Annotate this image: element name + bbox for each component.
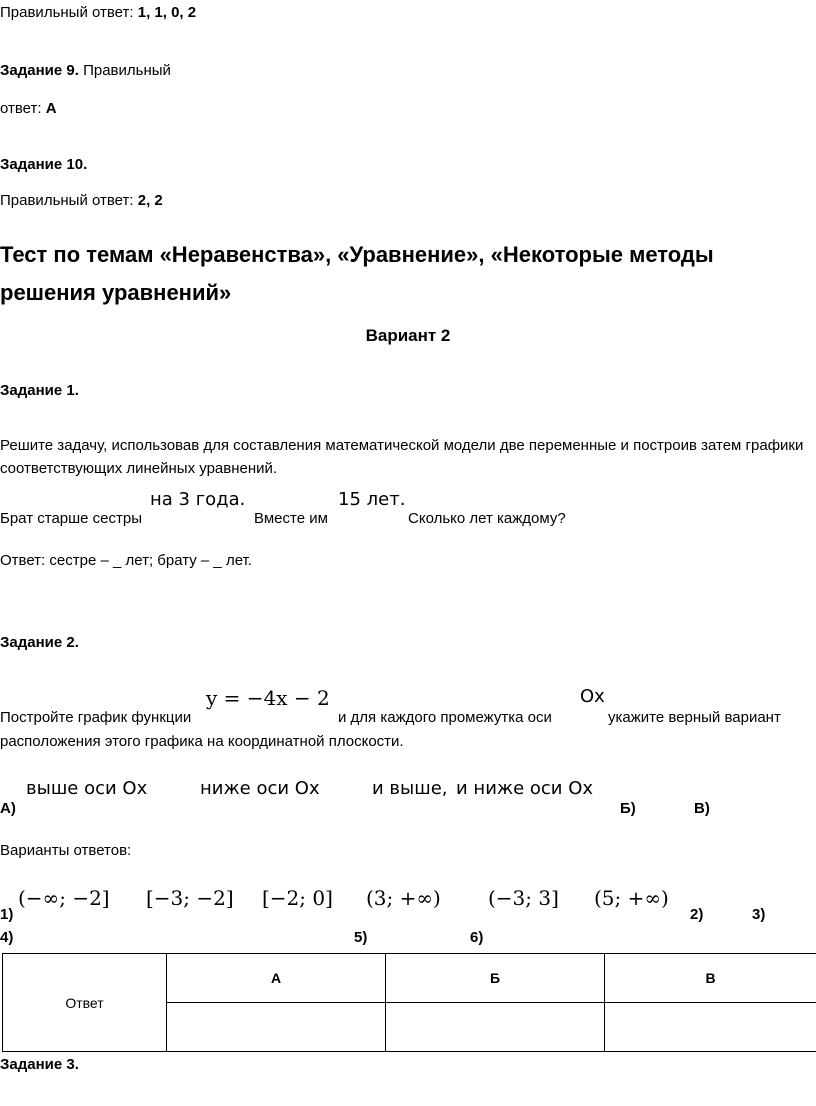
task2-formula: y = −4x − 2 <box>206 686 330 710</box>
task10-answer-value: 2, 2 <box>137 192 163 209</box>
option-above-and: и выше, <box>372 778 448 799</box>
variant-heading: Вариант 2 <box>365 326 451 345</box>
task1-math1: на 3 года. <box>150 489 246 510</box>
task10-answer-line <box>0 192 163 209</box>
interval-number-4: 4) <box>0 929 14 946</box>
task1-part2: Вместе им <box>254 510 328 527</box>
interval-number-1: 1) <box>0 906 14 923</box>
interval-number-3: 3) <box>752 906 766 923</box>
interval-6: (5; +∞) <box>594 886 669 910</box>
task2-text4: расположения этого графика на координатной плоскости. <box>0 733 404 750</box>
task10-answer-label: Правильный ответ: <box>0 192 138 209</box>
task9-answer-label: ответ: <box>0 100 46 117</box>
task1-math2: 15 лет. <box>338 489 406 510</box>
task1-text: Решите задачу, использовав для составления математической модели две переменные и построив затем графики соответствующих линейных уравнений. <box>0 437 804 477</box>
option-letter-b: Б) <box>620 800 636 817</box>
option-below: ниже оси Ox <box>200 778 320 799</box>
interval-number-6: 6) <box>470 929 484 946</box>
task9-label: Задание 9. <box>0 62 79 79</box>
task3-label: Задание 3. <box>0 1056 79 1073</box>
answer-cell-b[interactable] <box>386 1003 605 1052</box>
answer-header-v: В <box>605 954 816 1003</box>
task2-label: Задание 2. <box>0 634 79 651</box>
task2-text2: и для каждого промежутка оси <box>338 709 552 726</box>
task10-label: Задание 10. <box>0 156 88 173</box>
answer-header-b: Б <box>386 954 605 1003</box>
task9-text: Правильный <box>78 62 171 79</box>
option-above: выше оси Ox <box>26 778 148 799</box>
task9-answer-line <box>0 100 57 117</box>
task1-label: Задание 1. <box>0 382 79 399</box>
interval-2: [−3; −2] <box>146 886 234 910</box>
task1-part1: Брат старше сестры <box>0 510 143 527</box>
answer-row-label: Ответ <box>3 954 167 1052</box>
test-title: Тест по темам «Неравенства», «Уравнение», «Некоторые методы решения уравнений» <box>0 242 714 305</box>
prev-answer-line <box>0 4 196 21</box>
variants-label: Варианты ответов: <box>0 842 132 859</box>
answer-table <box>2 953 816 1052</box>
interval-1: (−∞; −2] <box>18 886 110 910</box>
interval-number-5: 5) <box>354 929 368 946</box>
interval-5: (−3; 3] <box>488 886 559 910</box>
task9-line <box>0 62 171 79</box>
option-below-and: и ниже оси Ox <box>456 778 594 799</box>
task1-answer: Ответ: сестре – _ лет; брату – _ лет. <box>0 552 252 569</box>
option-letter-a: А) <box>0 800 16 817</box>
task9-answer-value: А <box>45 100 57 117</box>
answer-cell-v[interactable] <box>605 1003 816 1052</box>
prev-answer-label: Правильный ответ: <box>0 4 138 21</box>
task2-text1: Постройте график функции <box>0 709 192 726</box>
answer-cell-a[interactable] <box>167 1003 386 1052</box>
interval-3: [−2; 0] <box>262 886 333 910</box>
task2-text3: укажите верный вариант <box>608 709 781 726</box>
interval-4: (3; +∞) <box>366 886 441 910</box>
option-letter-v: В) <box>694 800 710 817</box>
prev-answer-value: 1, 1, 0, 2 <box>137 4 197 21</box>
task2-axis: Ox <box>580 686 605 707</box>
answer-header-a: А <box>167 954 386 1003</box>
interval-number-2: 2) <box>690 906 704 923</box>
task1-part3: Сколько лет каждому? <box>408 510 566 527</box>
